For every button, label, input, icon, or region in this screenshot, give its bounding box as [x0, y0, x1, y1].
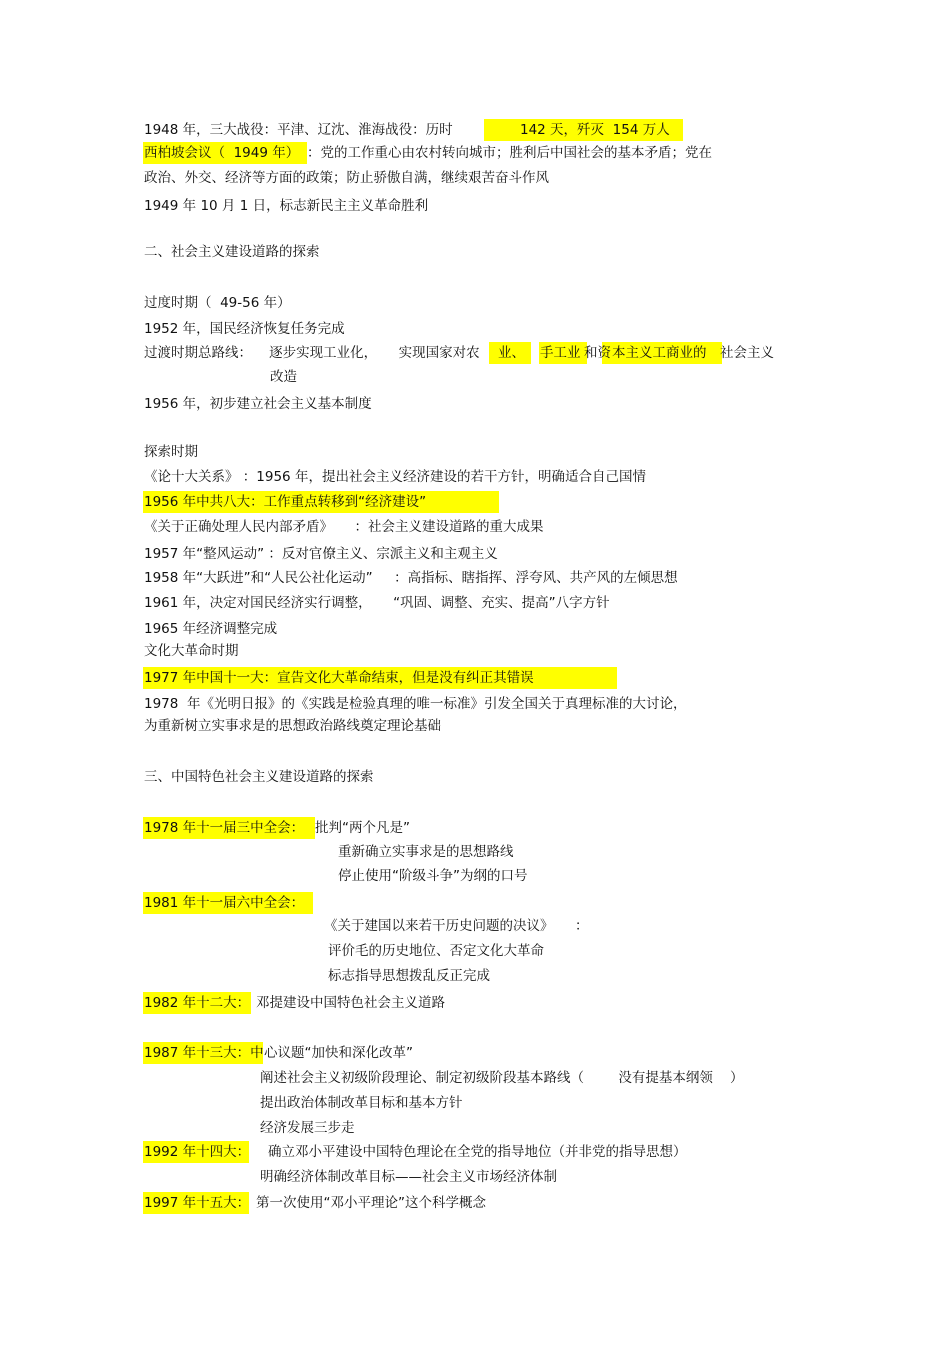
subheading: 文化大革命时期: [144, 643, 239, 659]
text-line: 1961 年，决定对国民经济实行调整， “巩固、调整、充实、提高”八字方针: [144, 595, 610, 611]
text-line: 142 天，歼灭 154 万人: [520, 122, 670, 138]
text-line: 停止使用“阶级斗争”为纲的口号: [338, 868, 528, 884]
text-line: 政治、外交、经济等方面的政策；防止骄傲自满，继续艰苦奋斗作风: [144, 170, 549, 186]
text-line: 邓提建设中国特色社会主义道路: [256, 995, 445, 1011]
text-line: 西柏坡会议（ 1949 年）: [144, 145, 300, 161]
text-line: 《关于正确处理人民内部矛盾》 ：社会主义建设道路的重大成果: [144, 519, 544, 535]
text-line: 1977 年中国十一大：宣告文化大革命结束，但是没有纠正其错误: [144, 670, 534, 686]
text-line: 改造: [270, 369, 297, 385]
text-line: 和资: [584, 345, 611, 361]
subheading: 探索时期: [144, 444, 198, 460]
text-line: 1956 年，初步建立社会主义基本制度: [144, 396, 372, 412]
text-line: 手工业: [540, 345, 581, 361]
text-line: 标志指导思想拨乱反正完成: [328, 968, 490, 984]
text-line: 经济发展三步走: [260, 1120, 355, 1136]
text-line: 批判“两个凡是”: [315, 820, 410, 836]
text-line: 阐述社会主义初级阶段理论、制定初级阶段基本路线（ 没有提基本纲领 ）: [260, 1070, 744, 1086]
text-line: 1978 年十一届三中全会：: [144, 820, 305, 836]
text-line: 1958 年“大跃进”和“人民公社化运动” ：高指标、瞎指挥、浮夸风、共产风的左倾思想: [144, 570, 678, 586]
text-line: ：党的工作重心由农村转向城市；胜利后中国社会的基本矛盾；党在: [307, 145, 712, 161]
text-line: 过渡时期总路线： 逐步实现工业化， 实现国家对农: [144, 345, 480, 361]
text-line: 1992 年十四大：: [144, 1144, 251, 1160]
text-line: 过度时期（ 49-56 年）: [144, 295, 291, 311]
text-line: 1949 年 10 月 1 日，标志新民主主义革命胜利: [144, 198, 429, 214]
text-line: 1948 年，三大战役：平津、辽沈、淮海战役：历时: [144, 122, 453, 138]
text-line: 1957 年“整风运动” ：反对官僚主义、宗派主义和主观主义: [144, 546, 498, 562]
text-line: 1952 年，国民经济恢复任务完成: [144, 321, 345, 337]
text-line: 1956 年中共八大：工作重点转移到“经济建设”: [144, 494, 427, 510]
section-heading: 三、中国特色社会主义建设道路的探索: [144, 769, 374, 785]
text-line: 本主义工商业的: [612, 345, 707, 361]
text-line: 业、: [498, 345, 525, 361]
section-heading: 二、社会主义建设道路的探索: [144, 244, 320, 260]
text-line: 1982 年十二大：: [144, 995, 251, 1011]
text-line: 第一次使用“邓小平理论”这个科学概念: [256, 1195, 486, 1211]
text-line: 1997 年十五大：: [144, 1195, 251, 1211]
text-line: 确立邓小平建设中国特色理论在全党的指导地位（并非党的指导思想）: [268, 1144, 687, 1160]
text-line: 为重新树立实事求是的思想政治路线奠定理论基础: [144, 718, 441, 734]
text-line: 1987 年十三大：中: [144, 1045, 264, 1061]
text-line: 明确经济体制改革目标——社会主义市场经济体制: [260, 1169, 557, 1185]
text-line: 《关于建国以来若干历史问题的决议》 ：: [324, 918, 589, 934]
text-line: 1978 年《光明日报》的《实践是检验真理的唯一标准》引发全国关于真理标准的大讨论，: [144, 696, 687, 712]
text-line: 重新确立实事求是的思想路线: [338, 844, 514, 860]
text-line: 社会主义: [720, 345, 774, 361]
text-line: 提出政治体制改革目标和基本方针: [260, 1095, 463, 1111]
text-line: 1965 年经济调整完成: [144, 621, 278, 637]
text-line: 1981 年十一届六中全会：: [144, 895, 305, 911]
text-line: 评价毛的历史地位、否定文化大革命: [328, 943, 544, 959]
text-line: 《论十大关系》 ：1956 年，提出社会主义经济建设的若干方针，明确适合自己国情: [144, 469, 646, 485]
text-line: 心议题“加快和深化改革”: [264, 1045, 413, 1061]
